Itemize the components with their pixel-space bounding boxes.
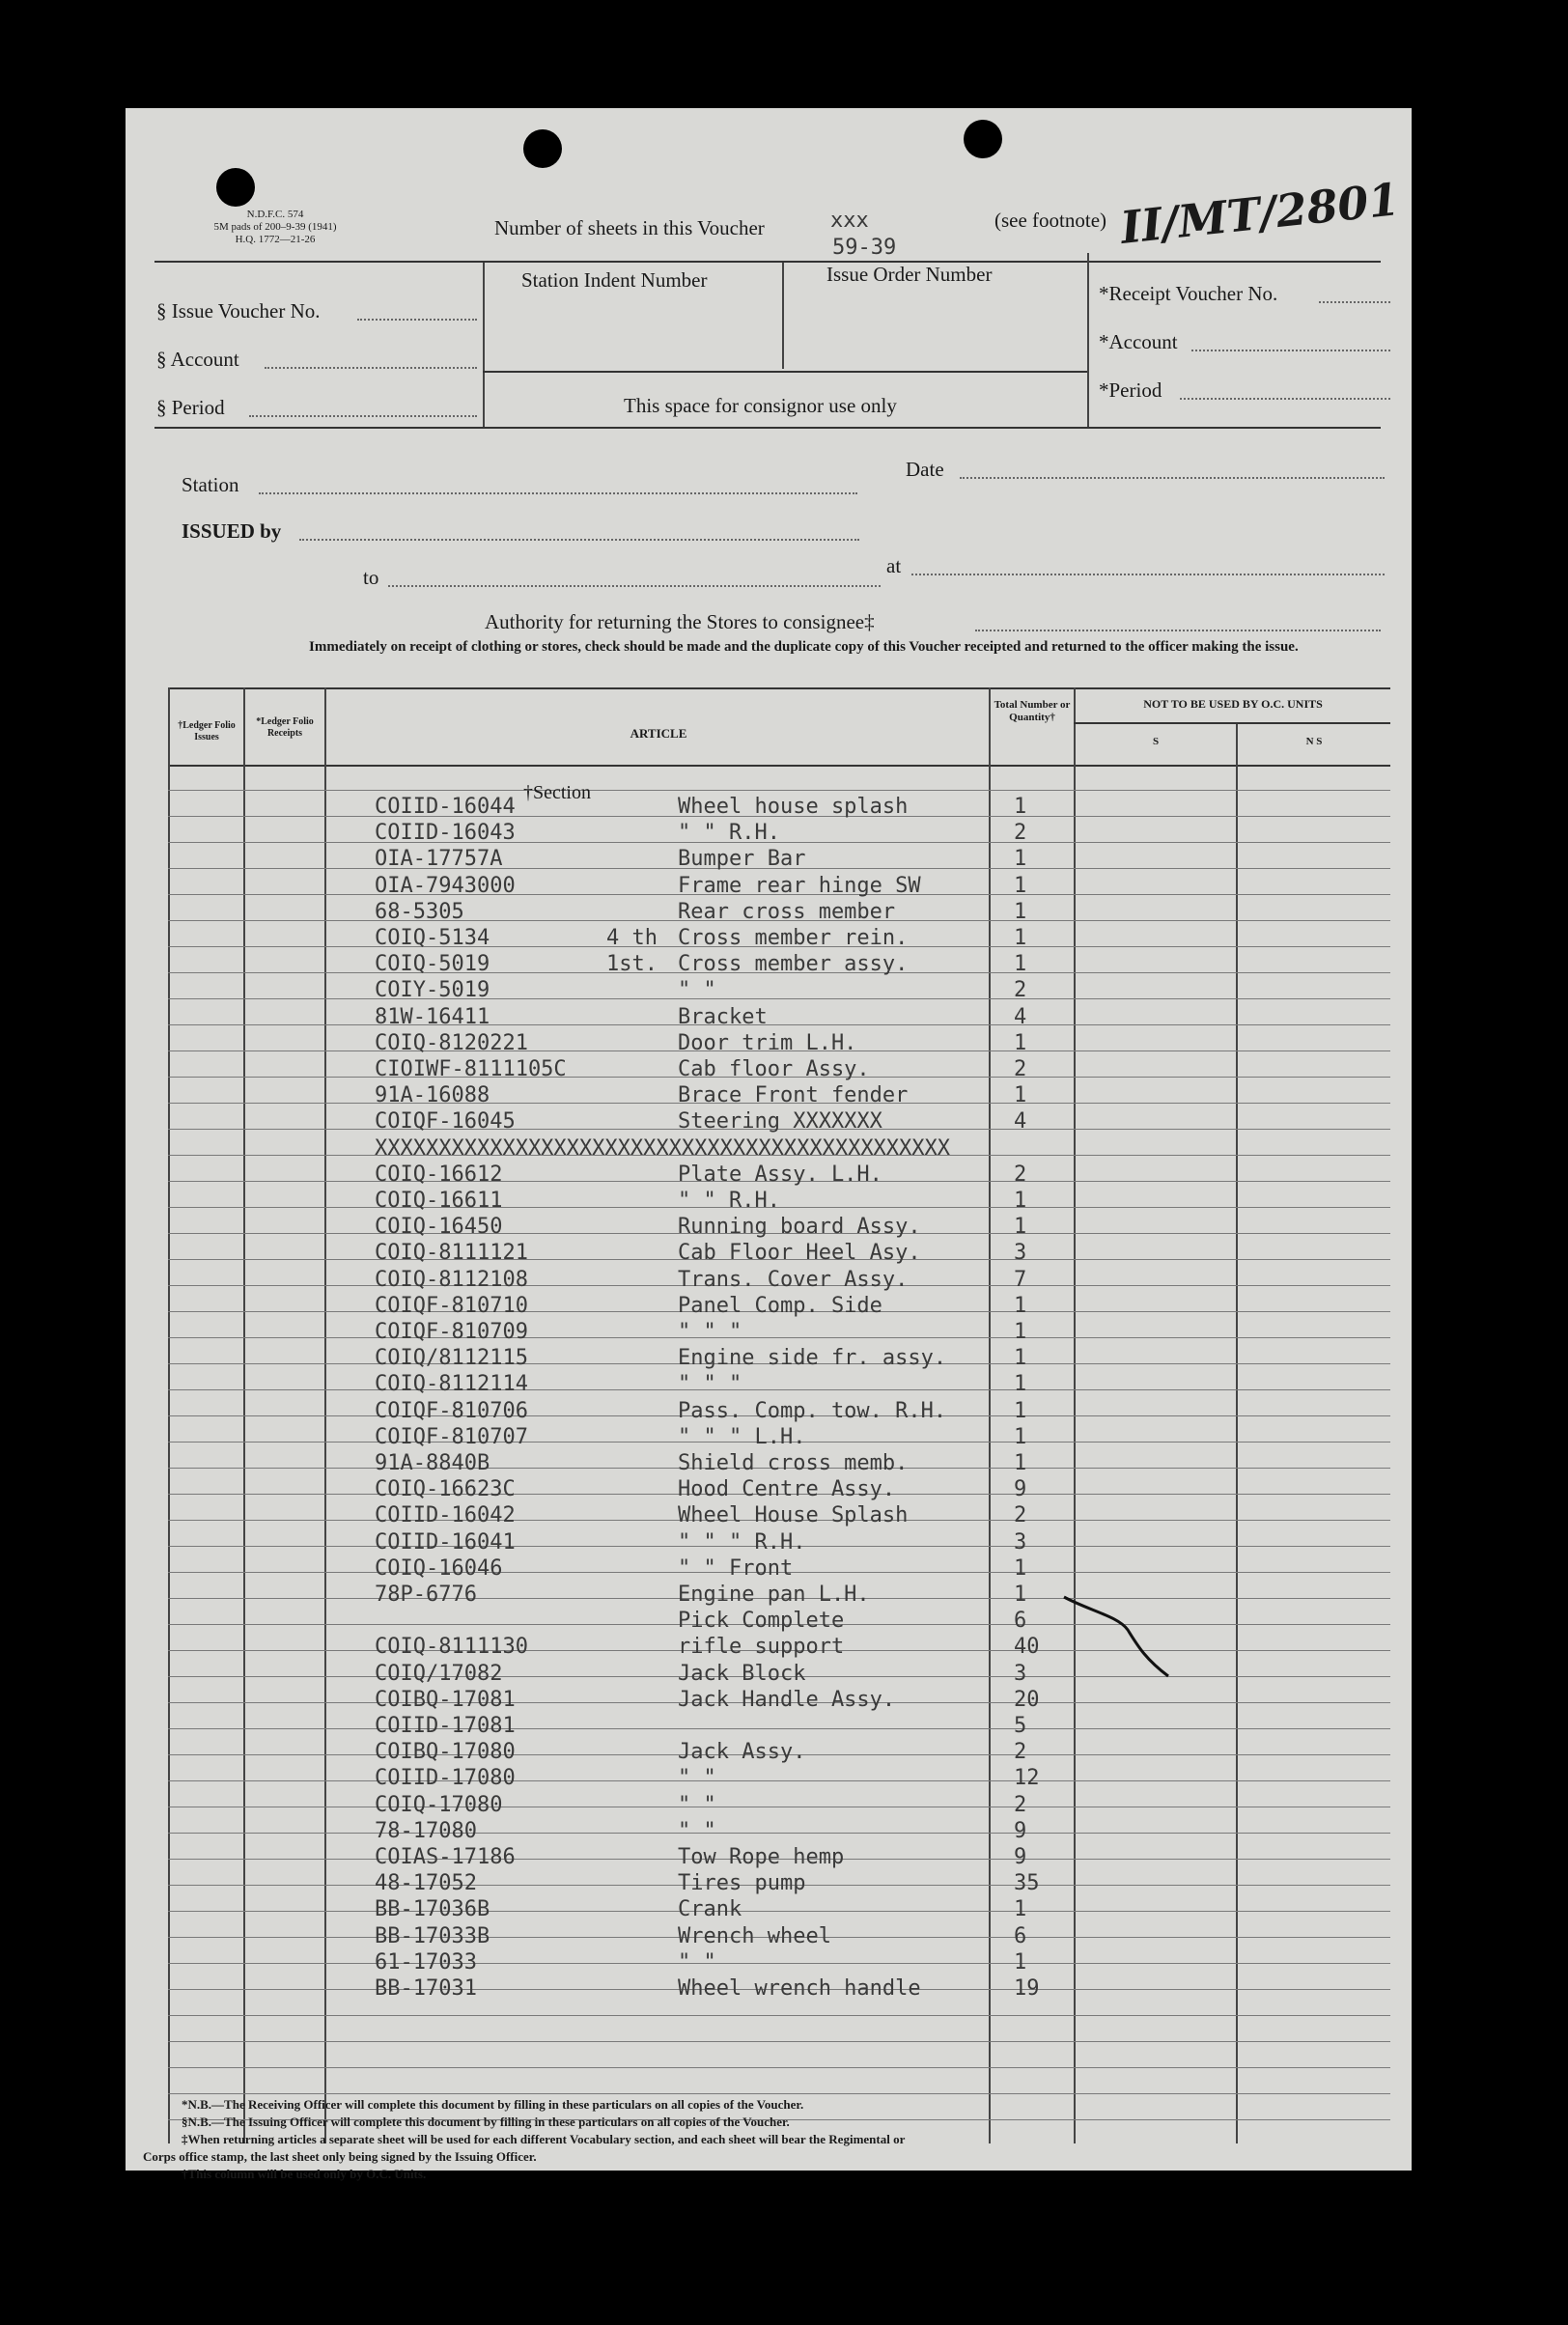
item-article: " " " R.H. bbox=[678, 1529, 806, 1555]
item-quantity: 1 bbox=[1014, 1372, 1027, 1397]
item-quantity: 1 bbox=[1014, 952, 1027, 977]
table-row bbox=[126, 1267, 1404, 1293]
item-quantity: 20 bbox=[1014, 1687, 1040, 1712]
fill-line bbox=[249, 415, 477, 417]
table-row bbox=[126, 1371, 1404, 1397]
item-article: Bracket bbox=[678, 1004, 768, 1029]
item-code: COIQ/8112115 bbox=[375, 1346, 528, 1371]
item-ordinal: 4 th bbox=[606, 926, 658, 950]
item-article: Hood Centre Assy. bbox=[678, 1477, 896, 1502]
table-row bbox=[126, 1896, 1404, 1922]
item-code: COIQ-8112114 bbox=[375, 1372, 528, 1397]
item-article: " " " L.H. bbox=[678, 1424, 806, 1449]
item-article: Pass. Comp. tow. R.H. bbox=[678, 1398, 947, 1423]
item-quantity: 1 bbox=[1014, 1189, 1027, 1213]
station-indent-label: Station Indent Number bbox=[521, 268, 708, 292]
item-code: BB-17031 bbox=[375, 1976, 477, 2001]
fill-line bbox=[960, 477, 1385, 479]
rule bbox=[1087, 253, 1089, 427]
fill-line bbox=[259, 492, 857, 494]
table-row bbox=[126, 1713, 1404, 1739]
item-article: rifle support bbox=[678, 1635, 845, 1660]
item-article: Steering XXXXXXX bbox=[678, 1109, 882, 1134]
item-quantity: 9 bbox=[1014, 1818, 1027, 1843]
rule bbox=[154, 261, 1381, 263]
item-quantity: 2 bbox=[1014, 1162, 1027, 1187]
table-row bbox=[126, 1108, 1404, 1134]
table-row bbox=[126, 1818, 1404, 1844]
punch-hole bbox=[964, 120, 1002, 158]
item-quantity: 1 bbox=[1014, 1897, 1027, 1922]
ruled-line bbox=[168, 2067, 1390, 2068]
item-article: Cross member assy. bbox=[678, 952, 909, 977]
fill-line bbox=[357, 319, 477, 321]
item-article: Wheel house splash bbox=[678, 795, 909, 819]
item-article: Panel Comp. Side bbox=[678, 1293, 882, 1318]
col-ledger-receipts: *Ledger Folio Receipts bbox=[256, 716, 314, 739]
col-s: S bbox=[1152, 736, 1160, 747]
item-code: COIBQ-17081 bbox=[375, 1687, 516, 1712]
item-code: COIQ-8120221 bbox=[375, 1030, 528, 1055]
col-ns: N S bbox=[1305, 736, 1323, 747]
item-quantity: 40 bbox=[1014, 1635, 1040, 1660]
item-code: COIID-16043 bbox=[375, 821, 516, 846]
table-row bbox=[126, 1345, 1404, 1371]
fill-line bbox=[975, 630, 1381, 631]
fill-line bbox=[1180, 398, 1390, 400]
item-article: " " bbox=[678, 1818, 716, 1843]
item-article: Jack Block bbox=[678, 1661, 806, 1686]
item-quantity: 6 bbox=[1014, 1923, 1027, 1948]
instructions-text: Immediately on receipt of clothing or stores, check should be made and the duplicate copy of this Voucher receipted and returned to the officer making the issue. bbox=[309, 639, 1299, 655]
table-row bbox=[126, 1975, 1404, 2002]
col-total: Total Number or Quantity† bbox=[994, 699, 1071, 723]
voucher-sheet bbox=[126, 108, 1412, 2181]
table-row bbox=[126, 1188, 1404, 1214]
item-article: Tires pump bbox=[678, 1871, 806, 1896]
table-row bbox=[126, 1162, 1404, 1188]
to-label: to bbox=[363, 566, 379, 589]
item-article: " " " bbox=[678, 1320, 742, 1344]
item-quantity: 1 bbox=[1014, 1583, 1027, 1607]
ruled-line bbox=[168, 790, 1390, 791]
item-article: Pick Complete bbox=[678, 1609, 845, 1634]
sheets-label: Number of sheets in this Voucher bbox=[494, 216, 765, 239]
item-code: OIA-7943000 bbox=[375, 873, 516, 898]
item-quantity: 35 bbox=[1014, 1871, 1040, 1896]
item-code: 78-17080 bbox=[375, 1818, 477, 1843]
item-article: " " R.H. bbox=[678, 1189, 780, 1213]
item-article: Bumper Bar bbox=[678, 847, 806, 872]
item-quantity: 1 bbox=[1014, 1451, 1027, 1475]
item-article: Wheel House Splash bbox=[678, 1503, 909, 1528]
col-ledger-issues: †Ledger Folio Issues bbox=[178, 720, 236, 742]
fill-line bbox=[388, 585, 881, 587]
item-article: Rear cross member bbox=[678, 899, 896, 924]
item-code: 48-17052 bbox=[375, 1871, 477, 1896]
item-article: Tow Rope hemp bbox=[678, 1845, 845, 1869]
table-row bbox=[126, 1502, 1404, 1528]
item-article: " " bbox=[678, 1766, 716, 1791]
rule bbox=[168, 687, 1390, 689]
item-code: XXXXXXXXXXXXXXXXXXXXXXXXXXXXXXXXXXXXXXXXXXXXX bbox=[375, 1135, 951, 1161]
receipt-account-label: *Account bbox=[1099, 330, 1178, 353]
item-code: 61-17033 bbox=[375, 1949, 477, 1975]
form-code-block bbox=[193, 209, 357, 246]
item-article: Wheel wrench handle bbox=[678, 1976, 921, 2001]
item-quantity: 1 bbox=[1014, 1293, 1027, 1318]
item-code: COIQ-8111121 bbox=[375, 1241, 528, 1266]
table-row bbox=[126, 977, 1404, 1003]
item-quantity: 3 bbox=[1014, 1529, 1027, 1555]
item-code: COIQF-810707 bbox=[375, 1424, 528, 1449]
item-article: Crank bbox=[678, 1897, 742, 1922]
receipt-period-label: *Period bbox=[1099, 378, 1162, 402]
item-code: 68-5305 bbox=[375, 899, 464, 924]
section-label: †Section bbox=[523, 782, 591, 803]
footnote-returning: ‡When returning articles a separate sheet will be used for each different Vocabulary section, and each sheet will bear the Regimental or bbox=[182, 2132, 906, 2146]
footnote-stamp: Corps office stamp, the last sheet only being signed by the Issuing Officer. bbox=[143, 2149, 537, 2164]
account-label: § Account bbox=[156, 348, 239, 371]
item-code: COIID-17081 bbox=[375, 1714, 516, 1738]
item-article: Cab Floor Heel Asy. bbox=[678, 1241, 921, 1266]
table-row bbox=[126, 1529, 1404, 1555]
table-row bbox=[126, 1476, 1404, 1502]
table-row bbox=[126, 1792, 1404, 1818]
table-row bbox=[126, 1765, 1404, 1791]
item-article: Shield cross memb. bbox=[678, 1451, 909, 1475]
table-row bbox=[126, 1739, 1404, 1765]
item-quantity: 1 bbox=[1014, 1398, 1027, 1423]
date-label: Date bbox=[906, 458, 944, 481]
item-code: BB-17033B bbox=[375, 1923, 490, 1948]
item-quantity: 6 bbox=[1014, 1609, 1027, 1634]
fill-line bbox=[299, 539, 859, 541]
item-code: COIID-17080 bbox=[375, 1766, 516, 1791]
table-row bbox=[126, 1030, 1404, 1056]
item-article: Brace Front fender bbox=[678, 1083, 909, 1108]
table-row bbox=[126, 1214, 1404, 1240]
item-article: Door trim L.H. bbox=[678, 1030, 857, 1055]
sheets-value: xxx bbox=[830, 209, 869, 233]
item-article: " " " bbox=[678, 1372, 742, 1397]
item-code: COIAS-17186 bbox=[375, 1845, 516, 1869]
table-row bbox=[126, 1135, 1404, 1162]
table-row bbox=[126, 873, 1404, 899]
item-quantity: 7 bbox=[1014, 1267, 1027, 1292]
item-quantity: 1 bbox=[1014, 1215, 1027, 1240]
item-quantity: 1 bbox=[1014, 795, 1027, 819]
handwritten-number: II/MT/2801 bbox=[1117, 173, 1402, 254]
ruled-line bbox=[168, 2093, 1390, 2094]
table-row bbox=[126, 1450, 1404, 1476]
item-code: 81W-16411 bbox=[375, 1004, 490, 1029]
item-code: COIQ-16046 bbox=[375, 1555, 503, 1581]
item-article: Cab floor Assy. bbox=[678, 1057, 870, 1081]
fill-line bbox=[1191, 350, 1390, 351]
authority-label: Authority for returning the Stores to consignee‡ bbox=[485, 610, 875, 633]
item-quantity: 4 bbox=[1014, 1109, 1027, 1134]
table-row bbox=[126, 1923, 1404, 1949]
item-article: Jack Assy. bbox=[678, 1740, 806, 1765]
item-code: COIQ-5019 bbox=[375, 952, 490, 977]
item-article: " " bbox=[678, 978, 716, 1003]
issue-voucher-label: § Issue Voucher No. bbox=[156, 299, 321, 322]
item-quantity: 9 bbox=[1014, 1845, 1027, 1869]
item-quantity: 2 bbox=[1014, 978, 1027, 1003]
item-article: Frame rear hinge SW bbox=[678, 873, 921, 898]
item-code: COIID-16041 bbox=[375, 1529, 516, 1555]
item-code: BB-17036B bbox=[375, 1897, 490, 1922]
table-row bbox=[126, 1949, 1404, 1975]
item-quantity: 9 bbox=[1014, 1477, 1027, 1502]
item-code: COIY-5019 bbox=[375, 978, 490, 1003]
table-row bbox=[126, 1056, 1404, 1082]
item-code: 91A-16088 bbox=[375, 1083, 490, 1108]
rule bbox=[483, 371, 1087, 373]
item-code: COIQ-17080 bbox=[375, 1792, 503, 1817]
item-quantity: 1 bbox=[1014, 1424, 1027, 1449]
ruled-line bbox=[168, 2041, 1390, 2042]
item-quantity: 5 bbox=[1014, 1714, 1027, 1738]
item-code: COIID-16042 bbox=[375, 1503, 516, 1528]
fill-line bbox=[911, 574, 1385, 575]
item-code: 91A-8840B bbox=[375, 1451, 490, 1475]
table-row bbox=[126, 1870, 1404, 1896]
item-code: COIID-16044 bbox=[375, 795, 516, 819]
item-code: COIQ/17082 bbox=[375, 1661, 503, 1686]
item-code: COIQ-5134 bbox=[375, 926, 490, 950]
item-article: Wrench wheel bbox=[678, 1923, 831, 1948]
item-code: COIQ-8112108 bbox=[375, 1267, 528, 1292]
item-article: " " R.H. bbox=[678, 821, 780, 846]
ruled-line bbox=[168, 2015, 1390, 2016]
sheets-extra: 59-39 bbox=[832, 236, 897, 260]
item-code: COIQ-16611 bbox=[375, 1189, 503, 1213]
item-quantity: 1 bbox=[1014, 1346, 1027, 1371]
table-row bbox=[126, 1687, 1404, 1713]
footnote-ref: (see footnote) bbox=[994, 209, 1107, 232]
footnote-oc-units: †This column will be used only by O.C. Units. bbox=[182, 2167, 427, 2181]
table-row bbox=[126, 1555, 1404, 1582]
table-row bbox=[126, 1082, 1404, 1108]
item-quantity: 4 bbox=[1014, 1004, 1027, 1029]
footnote-receiving: *N.B.—The Receiving Officer will complete this document by filling in these particulars on all copies of the Voucher. bbox=[182, 2097, 804, 2112]
punch-hole bbox=[216, 168, 255, 207]
item-quantity: 2 bbox=[1014, 821, 1027, 846]
item-article: Jack Handle Assy. bbox=[678, 1687, 896, 1712]
table-row bbox=[126, 1582, 1404, 1608]
item-article: Engine side fr. assy. bbox=[678, 1346, 947, 1371]
item-code: COIQF-810706 bbox=[375, 1398, 528, 1423]
table-row bbox=[126, 899, 1404, 925]
item-code: COIBQ-17080 bbox=[375, 1740, 516, 1765]
issued-by-label: ISSUED by bbox=[182, 519, 282, 543]
item-quantity: 1 bbox=[1014, 1030, 1027, 1055]
footnote-issuing: §N.B.—The Issuing Officer will complete this document by filling in these particulars on all copies of the Voucher. bbox=[182, 2115, 790, 2129]
station-label: Station bbox=[182, 473, 239, 496]
item-quantity: 1 bbox=[1014, 847, 1027, 872]
item-quantity: 3 bbox=[1014, 1241, 1027, 1266]
rule bbox=[168, 765, 1390, 767]
form-hq-line: H.Q. 1772—21-26 bbox=[235, 234, 316, 245]
table-row bbox=[126, 1240, 1404, 1266]
item-quantity: 1 bbox=[1014, 1555, 1027, 1581]
item-quantity: 12 bbox=[1014, 1766, 1040, 1791]
item-ordinal: 1st. bbox=[606, 952, 658, 977]
item-quantity: 2 bbox=[1014, 1057, 1027, 1081]
table-row bbox=[126, 1004, 1404, 1030]
rule bbox=[483, 263, 485, 427]
table-row bbox=[126, 1844, 1404, 1870]
item-article: Engine pan L.H. bbox=[678, 1583, 870, 1607]
form-print-line: 5M pads of 200–9-39 (1941) bbox=[213, 221, 337, 233]
item-article: Plate Assy. L.H. bbox=[678, 1162, 882, 1187]
item-code: COIQ-16623C bbox=[375, 1477, 516, 1502]
table-row bbox=[126, 846, 1404, 872]
item-quantity: 1 bbox=[1014, 1320, 1027, 1344]
item-quantity: 1 bbox=[1014, 899, 1027, 924]
item-code: COIQ-8111130 bbox=[375, 1635, 528, 1660]
item-quantity: 1 bbox=[1014, 1949, 1027, 1975]
item-code: COIQ-16612 bbox=[375, 1162, 503, 1187]
receipt-voucher-label: *Receipt Voucher No. bbox=[1099, 282, 1278, 305]
item-article: Cross member rein. bbox=[678, 926, 909, 950]
pen-mark bbox=[1060, 1591, 1176, 1684]
at-label: at bbox=[886, 554, 902, 577]
item-code: COIQ-16450 bbox=[375, 1215, 503, 1240]
table-row bbox=[126, 1424, 1404, 1450]
item-article: " " bbox=[678, 1949, 716, 1975]
table-row bbox=[126, 820, 1404, 846]
item-code: CIOIWF-8111105C bbox=[375, 1057, 567, 1081]
item-article: Running board Assy. bbox=[678, 1215, 921, 1240]
table-row bbox=[126, 951, 1404, 977]
table-row bbox=[126, 1398, 1404, 1424]
table-row bbox=[126, 925, 1404, 951]
rule bbox=[1074, 722, 1390, 724]
col-not-used: NOT TO BE USED BY O.C. UNITS bbox=[1143, 697, 1323, 711]
item-quantity: 19 bbox=[1014, 1976, 1040, 2001]
period-label: § Period bbox=[156, 396, 225, 419]
fill-line bbox=[265, 367, 477, 369]
item-quantity: 1 bbox=[1014, 1083, 1027, 1108]
item-quantity: 3 bbox=[1014, 1661, 1027, 1686]
item-article: " " bbox=[678, 1792, 716, 1817]
item-code: COIQF-810709 bbox=[375, 1320, 528, 1344]
table-row bbox=[126, 1661, 1404, 1687]
item-article: Trans. Cover Assy. bbox=[678, 1267, 909, 1292]
item-code: OIA-17757A bbox=[375, 847, 503, 872]
rule bbox=[154, 427, 1381, 429]
rule bbox=[782, 263, 784, 369]
issue-order-label: Issue Order Number bbox=[826, 263, 993, 286]
table-row bbox=[126, 1319, 1404, 1345]
item-quantity: 2 bbox=[1014, 1792, 1027, 1817]
table-row bbox=[126, 794, 1404, 820]
item-code: 78P-6776 bbox=[375, 1583, 477, 1607]
form-code: N.D.F.C. 574 bbox=[246, 209, 304, 220]
item-code: COIQF-810710 bbox=[375, 1293, 528, 1318]
item-quantity: 1 bbox=[1014, 873, 1027, 898]
table-row bbox=[126, 1634, 1404, 1660]
table-row bbox=[126, 1608, 1404, 1634]
consignor-note: This space for consignor use only bbox=[624, 394, 897, 417]
punch-hole bbox=[523, 129, 562, 168]
item-quantity: 2 bbox=[1014, 1740, 1027, 1765]
col-article: ARTICLE bbox=[630, 726, 687, 741]
item-code: COIQF-16045 bbox=[375, 1109, 516, 1134]
fill-line bbox=[1319, 301, 1390, 303]
item-article: " " Front bbox=[678, 1555, 794, 1581]
table-row bbox=[126, 1293, 1404, 1319]
item-quantity: 2 bbox=[1014, 1503, 1027, 1528]
item-quantity: 1 bbox=[1014, 926, 1027, 950]
